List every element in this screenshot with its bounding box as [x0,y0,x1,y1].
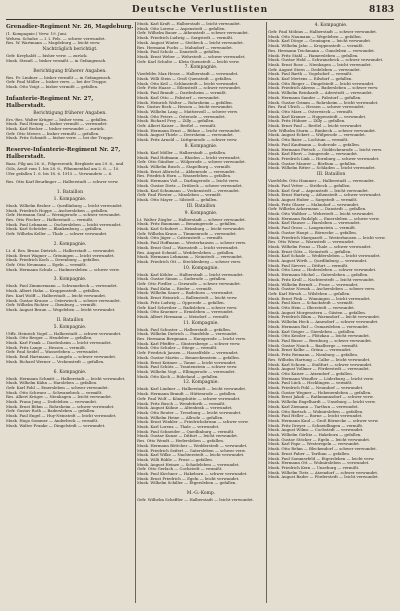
list-entry: Musk. Karl Geiger — Giersleben — gefallen. [268,329,356,334]
list-entry: Musk. Paul Lück — Hecklingen — vermißt. [268,381,353,386]
list-entry: Musk. Otto Rieger — Dingelstedt — leicht verwundet. [268,81,375,86]
spacer [6,64,134,68]
list-entry: Musk. Otto Naumann — Wegeleben — gefallen. [268,34,362,39]
list-entry: Musk. Wilhelm Görlitz — Hakeborn — gefallen. [268,433,362,438]
list-entry: Musk. Otto Lenz — Hedersleben — schwer verwundet. [268,268,377,273]
list-entry: Res. Hermann Fuchs — Mahndorf — verwundet. [137,45,233,50]
list-entry: Musk. Karl Otto — Pabstorf — verwundet. [137,95,221,100]
list-entry: Musk. Paul Heller — Borne — leicht verwundet. [268,414,363,419]
list-entry: Musk. Fritz Stahl — Hamersleben — gefallen. [268,53,359,58]
list-entry: Musk. Hermann Schulz — Hadmersleben — schwer verw. [6,267,120,272]
subsection-heading: 1. Bataillon [56,189,84,195]
subsection-heading: 10. Kompagnie. [183,265,219,271]
list-entry: Musk. Karl Schade — Weddersleben — leicht verwundet. [268,254,381,259]
list-entry: Musk. Otto Keil — Schlanstedt — leicht verwundet. [137,81,239,86]
list-entry: Musk. Paul Barth — Vogelsdorf — vermißt. [268,72,353,77]
list-entry: Musk. Otto Peters — Osterode — verwundet. [137,114,226,119]
list-entry: Musk. Ernst Graf — Warnstedt — leicht verwundet. [137,245,239,250]
list-entry: Musk. Karl Hauser — Harsleben — verwundet. [268,221,361,226]
list-entry: Musk. Ernst Kolbe — Gröna — verwundet. [268,348,352,353]
list-entry: Musk. Gustav Simon — Suderode — gefallen. [137,277,227,282]
list-entry: Musk. August Thiele — Deersheim — verwundet. [137,133,234,138]
spacer [6,237,134,241]
column-divider [135,22,136,603]
list-entry: Res. Wilhelm Hartung — Calbe — leicht verwundet. [268,357,371,362]
list-entry: Musk. Hugo Sommer — Anderbeck — vermißt. [6,418,99,423]
list-entry: Musk. Otto Kraemer — Ermsleben — verwundet. [137,310,234,315]
list-entry: (1. Kompagnie.) Verw. 19. Juni. [6,32,68,36]
list-entry: Musk. Wilhelm Schiller — Etgersleben — gefallen. [137,481,237,486]
list-entry: Gefr. Paul Seidel — Wasserleben — verwundet. [6,350,99,355]
list-entry: Musk. Karl Becker — bisher verwundet — zurück. [6,127,105,132]
list-entry: Musk. Paul Zimmermann — Schwanebeck — verwundet. [6,284,118,289]
subsection-heading: 7. Kompagnie. [184,65,218,71]
list-entry: Gefr. Wilhelm Richter — Ilsenburg — vermißt. [6,303,98,308]
list-entry: Gefr. Paul Förster — Minsleben — vermißt. [137,193,222,198]
list-entry: Res. Gustav Beck — Hessen — leicht verwundet. [137,105,234,110]
list-entry: Lt. d. Res. Bruno Dietrich — Halberstadt — verwundet. [6,248,116,253]
list-entry: Musk. Wilhelm Kühn — Harsleben — gefallen. [6,381,98,386]
list-entry: Musk. August Braun — Wegeleben — leicht verwundet. [6,307,116,312]
list-entry: Res. Paul Ulrich — Hessen — schwer verwundet. [268,105,365,110]
list-entry: Musk. Hermann Schmitt — Halberstadt — leicht verwundet. [6,376,126,381]
list-entry: Musk. August Eckert — Wülperode — verwundet. [268,133,366,138]
list-entry: Musk. Fritz Baumann — Benzingerode — gefallen. [137,222,237,227]
list-entry: Musk. Gustav Held — Schwanebeck — schwer verwundet. [268,58,384,63]
column-divider [266,22,267,603]
list-entry: Musk. Wilhelm Heine — Allrode — gefallen. [137,415,224,420]
list-entry: Gefr. August Stern — Dedeleben — verwundet. [268,67,361,72]
list-entry: Musk. Friedrich Link — Hornburg — schwer verwundet. [268,156,380,161]
list-entry: Musk. Karl Köhler — Halberstadt — leicht verwundet. [137,272,244,277]
subsection-heading: 3. Kompagnie. [53,277,87,283]
subsection-heading: 5. Kompagnie. [53,324,87,330]
list-entry: Res. Otto Karl Beurlinger — Halberstadt — schwer verw. [6,180,119,185]
list-entry: Musk. Otto Jäger — Cattenstedt — vermißt. [137,236,224,241]
list-entry: Musk. Hermann Rudolph — Emersleben — schwer verw. [268,216,380,221]
list-entry: Musk. Ernst Wagner — Gröningen — leicht verwundet. [6,253,115,258]
list-entry: Musk. Karl Wilke — Nachterstedt — leicht verwundet. [137,453,245,458]
list-entry: Musk. Karl Mertens — Eilsdorf — gefallen. [268,77,353,82]
list-entry: Musk. Friedrich Seifert — Gatersleben — schwer verw. [137,448,246,453]
list-entry: Musk. Strauß — bisher vermißt — in Gefangensch. [6,58,107,63]
list-entry: Musk. Otto Reuter — Treseburg — leicht verwundet. [137,410,242,415]
list-entry: Musk. Hermann Böttcher — Wedderstedt — verwundet. [137,443,248,448]
list-entry: Ers.-Res. Walter Krüger — bisher verm. — gefallen. [6,117,108,122]
list-entry: Musk. Karl Ebert — Isingerode — verwundet. [268,152,359,157]
spacer [6,90,134,94]
subsection-heading: 2. Kompagnie. [53,241,87,247]
list-entry: Musk. Gustav Noack — Baalberge — vermißt. [268,343,359,348]
list-entry: Musk. Friedrich Marquardt — Westerhausen — leicht verw. [268,235,386,240]
header-rule [6,19,394,20]
list-entry: Musk. Paul Lehmann — Oschersleben — leicht verwundet. [6,222,122,227]
list-entry: Res. Otto Wendt — Hedersleben — gefallen. [137,439,225,444]
list-entry: Musk. August Wirth — Quedlinburg — verwundet. [268,259,368,264]
list-entry: Göls, Aeuß vom 1. bis 28. 6., Pflaumenthal am 2. 6. — 10. [6,166,120,171]
list-entry: Musk. Karl Lindner — Halberstadt — leicht verwundet. [137,387,247,392]
subsection-heading: 4. Kompagnie. [314,23,348,28]
page-number: 8183 [368,5,394,15]
list-entry: Musk. Gustav Martin — Benneckenstein — gefallen. [137,355,240,360]
list-entry: Gefr. Wilhelm Ackermann — Danstedt — gefallen. [268,207,367,212]
list-entry: Musk. Fritz Arnold — Lüttgenrode — schwer verw. [137,138,238,143]
list-entry: Musk. Paul Schuster — Halberstadt — gefallen. [137,327,232,332]
list-entry: Gefr. Friedrich Jansen — Hasselfelde — verwundet. [137,351,239,356]
list-entry: Gefr. Hermann Graf — Wernigerode — schwer verwundet. [6,213,122,218]
list-entry: Musk. Paul Scholz — Danstedt — gefallen. [137,50,221,55]
subsection-heading: III. Bataillon [186,203,216,209]
list-entry: Musk. Friedrich Ludwig — Sargstedt — vermißt. [137,36,234,41]
column-3 [268,22,394,603]
list-entry: Musk. Paul Hoffmann — Westerhausen — schwer verw. [137,241,247,246]
list-entry: Musk. Fritz Lange — Hessen — vermißt. [6,345,87,350]
list-entry: Musk. Friedrich Pohl — Neundorf — verwundet. [268,386,364,391]
list-entry: Musk. Otto Kaiser — Atzendorf — gefallen. [268,371,353,376]
list-entry: Gefr. Fritz Haase — Eilenstedt — schwer verwundet. [137,86,242,91]
list-entry: Musk. Ernst Heinrich — Ballenstedt — leicht verw. [137,296,238,301]
list-entry: Gefr. Otto Günther — Wülperode — schwer verwundet. [137,160,246,165]
list-entry: Musk. Paul Sommerfeld — Etgersleben — leicht verw. [268,456,375,461]
list-entry: Musk. Karl Möller — Halberstadt — gefallen. [137,150,227,155]
list-entry: Musk. Ernst Rose — Nienhagen — leicht verwundet. [268,62,372,67]
list-entry: Musk. August Winter — Ströbeck — leicht verwundet. [137,40,244,45]
list-entry: Musk. Otto Voigt — bisher vermißt — gefallen. [6,84,99,89]
list-entry: Musk. Karl Pfeiffer — Güntersberge — schwer verw. [137,341,241,346]
list-entry: Musk. Karl Schubert — Heimburg — leicht verwundet. [137,227,246,232]
list-entry: Res. Albert Krüger — Nienhagen — leicht verwundet. [6,395,113,400]
column-1 [6,22,134,603]
list-entry: Musk. Gustav Haupt — Börnecke — gefallen. [268,230,358,235]
section-heading: Infanterie-Regiment Nr. 27, Halberstadt. [6,95,94,109]
subsection-heading: Nachträglich berichtigt. [42,47,98,53]
list-entry: Musk. Karl Schröder — Blankenburg — gefallen. [6,227,103,232]
list-entry: Musk. Hermann Sander — Pabstorf — gefallen. [268,95,362,100]
list-entry: Musk. Gustav Maurer — Börßum — gefallen. [268,161,357,166]
list-entry: Musk. Gustav Stöcker — Egeln — leicht verwundet. [268,437,371,442]
list-entry: Res. W. Wartmann — Magdeburg — leicht verw. [6,41,101,46]
list-entry: Gefr. Wilhelm Sturm — Rimbeck — schwer verwundet. [268,128,377,133]
list-entry: Musk. Paul Sievers — Ditfurt — vermißt. [268,263,349,268]
list-entry: Musk. August Wilms — Cochstedt — verwundet. [268,428,364,433]
list-entry: Gefr. Otto Neumann — Egeln — vermißt. [6,262,87,267]
list-entry: Musk. Fritz Kroll — Nachterstedt — leicht verwundet. [268,277,375,282]
list-entry: Gefr. Wilhelm Bauer — Athenstedt — schwer verwundet. [137,31,249,36]
list-entry: Musk. Friedrich Hoppe — Aschersleben — gefallen. [6,208,109,213]
list-entry: Ufer gefallen 1. 6. bis 18. 6. 1915 — Verwundete — 6. [6,171,113,176]
list-entry: Musk. Ernst Götz — Neinstedt — gefallen. [268,249,352,254]
list-entry: Musk. Fritz Dreyer — Schneidlingen — vermißt. [268,423,364,428]
list-entry: Res. Friedrich Horn — Wasserleben — gefallen. [137,174,232,179]
list-entry: Musk. Otto Kessler — Plötzkau — leicht verwundet. [268,334,371,339]
list-entry: Musk. Otto Baier — Lochtum — vermißt. [268,138,349,143]
list-entry: Musk. Ernst Faber — Tarthun — gefallen. [268,451,351,456]
list-entry: Gefr. Otto Fiedler — Gernrode — schwer verwundet. [137,282,241,287]
list-entry: Musk. Ernst Krämer — Tanne — leicht verwundet. [137,360,237,365]
subsection-heading: 9. Kompagnie. [184,210,218,216]
list-entry: Musk. Willi Rühle — Frose — gefallen. [137,457,213,462]
list-entry: Musk. Franz Jung — Dedeleben — verwundet. [6,400,98,405]
list-entry: Musk. August Heinze — Schadeleben — verwundet. [137,462,240,467]
spacer [6,365,134,369]
list-entry: Gefr. Gustav Roth — Badersleben — gefallen. [6,409,96,414]
list-entry: Musk. Gustav Kunze — Ditfurt — leicht verwundet. [137,434,239,439]
list-entry: Musk. Wilhelm Engelhardt — Unseburg — leicht verw. [268,400,376,405]
list-entry: Gefr. Paul Wolf — Königshütte — schwer verwundet. [137,396,241,401]
list-entry: Musk. Fritz Busch — Wendefurth — vermißt. [137,401,226,406]
list-entry: Musk. Paul Brandt — Dardesheim — vermißt. [137,91,227,96]
list-entry: Musk. Wilhelm Dietrich — Pansfelde — verwundet. [137,332,238,337]
list-entry: Musk. Paul Schneider — Quedlinburg — vermißt. [137,429,235,434]
list-entry: Musk. Friedrich Blum — Warmsdorf — leicht verwundet. [268,315,381,320]
section-heading: Grenadier-Regiment Nr. 26, Magdeburg. [6,24,134,30]
list-entry: Musk. Hermann Michel — Gatersleben — gefallen. [268,273,369,278]
list-entry: Musk. Wilhelm Franz — Thale — schwer verwundet. [268,244,372,249]
list-entry: Musk. Hermann Kaul — Groß Börnecke — schwer verw. [268,418,379,423]
column-2 [137,22,265,603]
list-entry: Musk. Paul Engel — Huy-Neinstedt — leicht verwundet. [6,414,117,419]
list-entry: Musk. Karl Lorenz — Thale — verwundet. [137,425,220,430]
list-entry: Musk. Fritz Schmidt — bisher verw. — bei der Truppe. [6,136,114,141]
list-entry: Musk. Wilhelm Lang — Mattierzoll — schwer verw. [137,109,238,114]
list-entry: Gefr. Wilhelm Scheffler — Halberstadt — leicht verwundet. [137,498,254,503]
list-entry: Musk. Albert Hermann — Meisdorf — vermißt. [137,314,230,319]
list-entry: Gefr. Otto Mewes — bisher vermißt — gefallen. [6,131,100,136]
list-entry: Musk. Friedrich Ott — Stecklenberg — schwer verw. [137,259,242,264]
subsection-heading: 1. Kompagnie. [53,196,87,202]
list-entry: Musk. Richard Frey — Zilly — gefallen. [137,119,215,124]
list-entry: Musk. Otto Marx — Osterwieck — vermißt. [268,109,354,114]
list-entry: Musk. August Huber — Sargstedt — vermißt. [268,197,358,202]
list-entry: Musk. Ernst Albrecht — Abbenrode — verwundet. [137,169,236,174]
list-entry: Musk. Karl Kramer — Hoppenstedt — verwundet. [268,114,367,119]
list-entry: Gefr. Wilhelm Kraus — Timmenrode — verwundet. [137,231,237,236]
list-entry: Musk. Paul Kirchner — Hakeborn — schwer verwundet. [137,472,248,477]
list-entry: Musk. Karl Frank — Dardesheim — leicht verwundet. [6,341,112,346]
list-entry: Musk. Otto Berger — Heudeber — gefallen. [6,336,93,341]
page-title: Deutsche Verlustlisten [131,5,269,15]
list-entry: Musk. Ernst Böhm — Rohrsheim — schwer verwundet. [6,404,115,409]
list-entry: Musk. Albert Hahn — Kroppenstedt — gefallen. [6,289,101,294]
list-entry: Musk. Heinrich Walter — Rohrsheim — gefallen. [137,100,233,105]
list-entry: Musk. Karl Schumann — Veckenstedt — verwundet. [137,188,240,193]
list-entry: Gefr. Karl Schulte — Klein Quenstedt — leicht verw. [137,59,240,64]
list-entry: Musk. Otto Koch — Rübeland — gefallen. [137,374,219,379]
list-entry: Musk. Hermann Wendler — Löderburg — leicht verw. [268,376,374,381]
list-entry: Musk. Wilhelm Busch — Stapelburg — vermißt. [137,164,232,169]
list-entry: Gefr. Paul Müller — bisher verw. — bei der Truppe. [6,80,108,85]
list-entry: Musk. Otto Lorenz — Aspenstedt — gefallen. [137,26,226,31]
list-entry: Musk. Otto Bartsch — Wolmirsleben — gefallen. [268,409,364,414]
list-entry: Musk. Willi Stein — Groß Quenstedt — gefallen. [137,77,233,82]
list-entry: Musk. Karl Schoen — Staßfurt — schwer verwundet. [268,362,373,367]
list-entry: Musk. Wilhelm Becker — Quedlinburg — leicht verwundet. [6,203,123,208]
list-entry: Musk. Wilhelm Reinhardt — Aderstedt — verwundet. [268,91,373,96]
list-entry: Musk. Hermann Pietsch — Göddeckenrode — leicht verw. [268,147,383,152]
list-entry: Musk. Walter Franke — Dingelstedt — verwundet. [6,423,106,428]
list-entry: Musk. Friedrich Kern — Unseburg — vermißt. [268,465,360,470]
list-entry: Musk. Ernst Friedrich — Egeln — leicht verwundet. [137,476,240,481]
list-entry: Wehrm. Schulze — I. I. Fels. — schwer verwundet. [6,36,106,41]
list-entry: Musk. Wilhelm Sauer — Badeborn — verwundet. [137,291,234,296]
list-entry: Musk. August Kühne — Altenbrak — verwundet. [137,406,233,411]
list-entry: Res. Fr. Lindner — bisher vermißt — in Gefangensch. [6,75,112,80]
list-entry: Musk. Hermann Lehmann — Neinstedt — verwundet. [137,255,243,260]
list-entry: Musk. August Morgenstern — Güsten — gefallen. [268,310,366,315]
list-entry: Musk. Otto Rehm — Bleckendorf — schwer verwundet. [268,447,377,452]
list-entry: Res. Hermann Bergmann — Harzgerode — leicht verw. [137,337,246,342]
list-entry: Musk. Gustav Grimm — Rohrsheim — leicht verwundet. [268,100,379,105]
subsection-heading: Berichtigung früherer Angaben. [33,110,107,116]
list-entry: Musk. Paul Kurz — Schackstedt — vermißt. [268,301,354,306]
list-entry: Musk. Ernst Weber — Wehrstedt — schwer verwundet. [137,54,246,59]
list-entry: Musk. Gustav Krause — Osterwieck — schwer verwundet. [6,298,121,303]
list-entry: Musk. Karl Pape — Westeregeln — verwundet. [268,442,361,447]
spacer [6,141,134,145]
list-entry: Musk. Otto Schwarz — Schwanebeck — vermißt. [6,390,103,395]
list-entry: Musk. Gustav Wegner — Hohenerxleben — gefallen. [268,390,372,395]
list-entry: Musk. Richard Werner — Veckenstedt — gefallen. [6,359,105,364]
list-entry: Musk. Karl Ziemann — Tarthun — verwundet. [268,404,359,409]
list-entry: Res. Otto Wiese — Warnstedt — verwundet. [268,240,355,245]
subsection-heading: III. Bataillon [316,172,346,178]
list-entry: Musk. Friedrich Ahrens — Badersleben — schwer verw. [268,86,379,91]
list-entry: Musk. Paul Hofmann — Rhoden — leicht verwundet. [137,155,241,160]
list-entry: Gefr. Otto Gerlach — Cochstedt — vermißt. [137,467,223,472]
subsection-heading: 8. Kompagnie. [184,143,218,149]
list-entry: Musk. Paul Busse — Bernburg — schwer verwundet. [268,339,373,343]
list-entry: Musk. Wilhelm Vogt — Elbingerode — verwundet. [137,370,236,374]
list-entry: Musk. Fritz Glaser — Mahndorf — verwundet. [268,202,360,207]
list-entry: Musk. Hermann Ruf — Osmarsleben — verwundet. [268,324,369,329]
subsection-heading: 12. Kompagnie. [183,380,219,386]
list-entry: Musk. Paul Gross — Langenstein — vermißt. [268,226,357,231]
section-heading: Reserve-Infanterie-Regiment Nr. 27, Halberstadt. [6,147,121,161]
list-entry: Utffz. Heinrich Vogel — Halberstadt — schwer verwundet. [6,331,122,336]
list-entry: Musk. Gustav Dietz — Drübeck — schwer verwundet. [137,183,243,188]
list-entry: Musk. Wilhelm Berndt — Frose — verwundet. [268,282,359,287]
list-entry: Musk. Otto Schuler — Stiege — vermißt. [137,346,218,351]
list-entry: Gefr. Karl Hirsch — Wilsleben — gefallen. [268,291,351,296]
list-entry: Musk. August Bader — Förderstedt — leicht verwundet. [268,475,379,480]
list-entry: Musk. Otto Walther — Wehrstedt — leicht verwundet. [268,212,375,217]
list-entry: Musk. Ernst Fink — Winningen — leicht verwundet. [268,296,371,301]
list-entry: Res. August Schmid — Weddersleben — gefallen. [137,250,235,255]
list-entry: Musk. Fritz Reimann — Nienburg — gefallen. [268,353,359,358]
list-entry: Musk. Karl Dörge — Groningen — leicht verwundet. [268,39,372,44]
list-entry: Gefr. Albert Kaiser — Berßel — vermißt. [137,124,217,129]
list-entry: Musk. Paul Kuhn — Rieder — vermißt. [137,286,213,291]
list-entry: Musk. Wilhelm Heck — Amesdorf — schwer verwundet. [268,320,379,325]
list-entry: Gefr. Karl Schreiber — Radisleben — schwer verw. [137,305,238,310]
list-entry: Gefr. Wilhelm Keller — Thale — schwer verwundet. [6,232,108,237]
subsection-heading: Berichtigung früherer Angaben. [33,68,107,74]
list-entry: Musk. Fritz Ludwig — Opperode — gefallen. [137,300,225,305]
list-entry: Musk. Ernst Paul — Berßel — leicht verwundet. [268,124,363,129]
list-entry: Gefr. Kreyhaldt — bisher verw. — zurück. [6,54,88,59]
list-entry: Musk. Karl Kraft — Halberstadt — leicht verwundet. [137,22,241,26]
list-entry: Musk. Hermann Ernst — Bühne — leicht verwundet. [137,128,241,133]
list-entry: Gefr. Paul Möbius — Halberstadt — schwer verwundet. [268,30,378,34]
list-entry: Vizefeldw. Otto Hammer — Halberstadt — verwundet. [268,179,375,184]
list-entry: Musk. Paul Hennig — bisher vermißt — verwundet. [6,122,108,127]
subsection-heading: 11. Kompagnie. [183,320,219,326]
subsection-heading: M.-G.-Komp. [186,491,216,497]
list-entry: Musk. Hermann Ott — Wolmirsleben — verwundet. [268,461,370,466]
subsection-heading: 6. Kompagnie. [53,369,87,375]
list-entry: Musk. Paul Kaufmann — Suderode — gefallen. [268,142,361,147]
list-entry: Musk. Fritz Hübner — Zilly — gefallen. [268,119,346,124]
list-entry: Res. Hermann Teichmann — Gunsleben — verwundet. [268,48,376,53]
list-entry: Baza, Pilg am 26. 6., Pilgersreuth, Bergkiste am 29. 6., und [6,162,124,167]
list-entry: Musk. Friedrich Koch — Derenburg — gefallen. [6,258,101,263]
list-entry: Musk. August Vollmer — Förderstedt — verwundet. [268,367,370,372]
list-entry: Musk. Otto Mayer — Silstedt — gefallen. [137,197,218,202]
list-entry: Musk. Wilhelm Jahn — Kroppenstedt — vermißt. [268,44,364,49]
list-entry: Musk. Emil Hartmann — Langeln — schwer verwundet. [6,355,117,360]
spacer [6,313,134,317]
list-entry: Vizefeldw. Max Hesse — Halberstadt — verwundet. [137,72,239,77]
list-entry: Res. Otto Fischer — Halberstadt — vermißt. [6,218,94,223]
list-entry: Musk. Ernst Jakob — Rathmannsdorf — schwer verw. [268,395,374,400]
list-entry: Musk. Paul Schütz — Trautenstein — schwer verw. [137,365,238,370]
spacer [6,185,134,189]
list-entry: Res. Karl Wolff — Halberstadt — leicht verwundet. [6,293,107,298]
list-entry: Musk. Paul Vetter — Ströbeck — gefallen. [268,183,351,188]
list-entry: Musk. Ernst Hartwig — Athenstedt — schwer verwundet. [268,193,382,198]
list-entry: Musk. Wilhelm Tietz — Atzendorf — schwer verwundet. [268,470,379,475]
list-entry: Lt. Walter Ziegler — Halberstadt — schwer verwundet. [137,217,246,222]
spacer [137,486,265,490]
list-entry: Musk. Gustav Nowak — Aschersleben — schwer verw. [268,287,376,292]
list-entry: Musk. Hermann Voß — Darlingerode — leicht verw. [137,179,240,184]
list-entry: Musk. Karl Graf — Aspenstedt — leicht verwundet. [268,188,369,193]
subsection-heading: II. Bataillon [56,317,84,323]
page-header [6,5,394,19]
spacer [6,272,134,276]
list-entry: Musk. Ernst Winkler — Friedrichsbrunn — schwer verw. [137,420,249,425]
list-entry: Gefr. Karl Pohl — Emersleben — schwer verwundet. [6,385,109,390]
list-entry: Musk. Otto Hein — Ilberstedt — verwundet. [268,306,356,311]
list-entry: Musk. Hermann Brandt — Hüttenrode — gefallen. [137,392,237,397]
list-entry: Musk. Wilhelm Ritter — Schladen — leicht verwundet. [268,166,376,171]
